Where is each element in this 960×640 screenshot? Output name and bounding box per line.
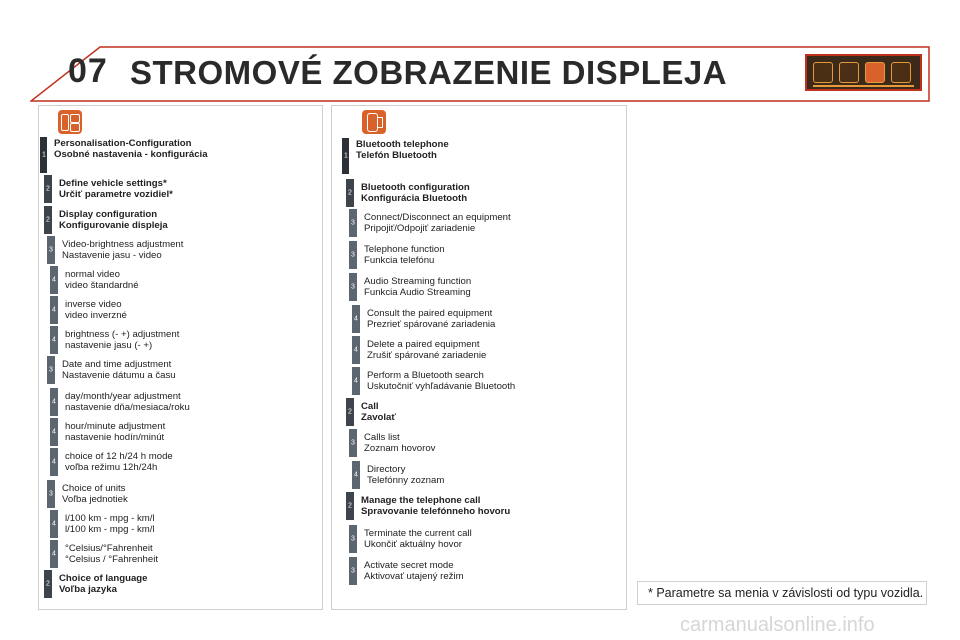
level-number: 3 <box>351 251 355 259</box>
level-badge <box>349 209 357 237</box>
level-badge <box>44 206 52 234</box>
level-badge <box>352 336 360 364</box>
level-number: 4 <box>52 458 56 466</box>
level-badge <box>50 510 58 538</box>
level-number: 3 <box>351 219 355 227</box>
level-number: 1 <box>344 152 348 160</box>
level-number: 4 <box>52 276 56 284</box>
level-badge <box>346 398 354 426</box>
page-title: STROMOVÉ ZOBRAZENIE DISPLEJA <box>130 54 728 91</box>
level-number: 4 <box>52 306 56 314</box>
level-number: 4 <box>52 336 56 344</box>
menu-item-label-en: day/month/year adjustment <box>65 391 181 402</box>
menu-item-label-en: Connect/Disconnect an equipment <box>364 212 511 223</box>
menu-item-label-en: l/100 km - mpg - km/l <box>65 513 155 524</box>
menu-item-label-en: Manage the telephone call <box>361 495 481 506</box>
level-number: 4 <box>52 550 56 558</box>
menu-item <box>65 422 165 443</box>
selection-underline <box>813 85 914 87</box>
menu-item <box>65 300 127 321</box>
menu-item-label-sk: Pripojiť/Odpojiť zariadenie <box>364 222 476 234</box>
menu-item-label-sk: Nastavenie dátumu a času <box>62 369 176 381</box>
level-number: 4 <box>354 346 358 354</box>
menu-item-label-en: Bluetooth telephone <box>356 139 449 150</box>
menu-item <box>59 179 173 200</box>
menu-item <box>356 140 449 161</box>
menu-item-label-en: Directory <box>367 464 406 475</box>
level-number: 3 <box>49 366 53 374</box>
menu-item-label-sk: Konfigurovanie displeja <box>59 219 168 231</box>
menu-item-label-en: Activate secret mode <box>364 560 454 571</box>
level-number: 3 <box>351 535 355 543</box>
menu-item-label-sk: voľba režimu 12h/24h <box>65 461 158 473</box>
menu-item-label-sk: l/100 km - mpg - km/l <box>65 523 155 535</box>
menu-icon-bar <box>805 54 922 91</box>
menu-item <box>364 529 472 550</box>
menu-item-label-en: Video-brightness adjustment <box>62 239 184 250</box>
level-number: 4 <box>354 377 358 385</box>
menu-item <box>65 514 155 535</box>
menu-item-label-en: Date and time adjustment <box>62 359 172 370</box>
level-badge <box>50 326 58 354</box>
menu-item-label-sk: nastavenie dňa/mesiaca/roku <box>65 401 190 413</box>
menu-item-label-sk: video štandardné <box>65 279 139 291</box>
menu-item <box>65 270 139 291</box>
level-badge <box>349 429 357 457</box>
menu-item-label-en: brightness (- +) adjustment <box>65 329 180 340</box>
menu-item-label-en: Choice of units <box>62 483 126 494</box>
level-badge <box>47 236 55 264</box>
menu-item <box>367 340 486 361</box>
menu-item-label-en: Call <box>361 401 379 412</box>
menu-item-label-sk: Funkcia telefónu <box>364 254 435 266</box>
level-number: 1 <box>42 151 46 159</box>
level-badge <box>349 241 357 269</box>
menu-item <box>361 496 510 517</box>
level-badge <box>50 266 58 294</box>
menu-item-label-sk: Ukončiť aktuálny hovor <box>364 538 462 550</box>
watermark: carmanualsonline.info <box>680 614 875 636</box>
level-badge <box>50 540 58 568</box>
menu-item-label-en: Delete a paired equipment <box>367 339 480 350</box>
menu-item-label-sk: Zrušiť spárované zariadenie <box>367 349 487 361</box>
menu-item <box>361 402 396 423</box>
settings-icon <box>58 110 82 134</box>
menu-item-label-sk: Telefónny zoznam <box>367 474 445 486</box>
phone-icon <box>839 62 859 83</box>
menu-item <box>59 574 148 595</box>
level-badge <box>47 356 55 384</box>
menu-item-label-sk: Telefón Bluetooth <box>356 149 437 161</box>
menu-item <box>65 452 173 473</box>
menu-item-label-en: Personalisation-Configuration <box>54 138 192 149</box>
level-badge <box>352 461 360 489</box>
level-badge <box>47 480 55 508</box>
menu-item-label-en: Consult the paired equipment <box>367 308 493 319</box>
level-number: 3 <box>49 490 53 498</box>
chapter-number: 07 <box>68 52 108 90</box>
menu-item <box>364 245 445 266</box>
menu-item-label-sk: Uskutočniť vyhľadávanie Bluetooth <box>367 380 516 392</box>
menu-item-label-en: normal video <box>65 269 120 280</box>
menu-item <box>65 392 190 413</box>
level-badge <box>342 138 349 174</box>
level-number: 2 <box>46 580 50 588</box>
level-number: 2 <box>348 189 352 197</box>
map-icon <box>891 62 911 83</box>
bluetooth-phone-icon <box>362 110 386 134</box>
menu-item-label-sk: Osobné nastavenia - konfigurácia <box>54 148 208 160</box>
level-badge <box>50 418 58 446</box>
level-badge <box>352 367 360 395</box>
menu-item-label-en: Perform a Bluetooth search <box>367 370 484 381</box>
level-badge <box>50 296 58 324</box>
level-number: 2 <box>348 502 352 510</box>
menu-item-label-sk: Voľba jazyka <box>59 583 117 595</box>
level-badge <box>44 570 52 598</box>
menu-item-label-sk: Prezrieť spárované zariadenia <box>367 318 496 330</box>
menu-item <box>59 210 168 231</box>
level-number: 4 <box>52 428 56 436</box>
menu-item-label-sk: °Celsius / °Fahrenheit <box>65 553 158 565</box>
menu-item <box>62 360 176 381</box>
menu-item-label-sk: Aktivovať utajený režim <box>364 570 464 582</box>
menu-item <box>54 139 208 160</box>
level-number: 3 <box>49 246 53 254</box>
level-badge <box>44 175 52 203</box>
level-number: 3 <box>351 283 355 291</box>
menu-item-label-sk: Nastavenie jasu - video <box>62 249 162 261</box>
menu-item-label-sk: Určiť parametre vozidiel* <box>59 188 173 200</box>
menu-item-label-en: Terminate the current call <box>364 528 472 539</box>
menu-item <box>62 240 183 261</box>
menu-item <box>364 213 511 234</box>
menu-item-label-en: Display configuration <box>59 209 158 220</box>
level-number: 3 <box>351 567 355 575</box>
menu-item-label-sk: Voľba jednotiek <box>62 493 128 505</box>
menu-item <box>367 309 495 330</box>
menu-item-label-sk: Funkcia Audio Streaming <box>364 286 471 298</box>
music-note-icon <box>813 62 833 83</box>
menu-item <box>361 183 470 204</box>
level-number: 4 <box>52 520 56 528</box>
menu-item-label-en: °Celsius/°Fahrenheit <box>65 543 153 554</box>
menu-item <box>364 433 435 454</box>
level-number: 2 <box>46 216 50 224</box>
menu-item-label-sk: nastavenie hodín/minút <box>65 431 165 443</box>
menu-item-label-sk: Zavolať <box>361 411 396 423</box>
menu-item <box>62 484 128 505</box>
menu-item-label-sk: nastavenie jasu (- +) <box>65 339 153 351</box>
menu-item-label-en: Telephone function <box>364 244 445 255</box>
level-badge <box>352 305 360 333</box>
menu-item-label-sk: video inverzné <box>65 309 127 321</box>
menu-item-label-en: Calls list <box>364 432 400 443</box>
level-badge <box>346 179 354 207</box>
menu-item-label-en: Audio Streaming function <box>364 276 472 287</box>
menu-item-label-en: Bluetooth configuration <box>361 182 470 193</box>
menu-item <box>65 330 179 351</box>
level-badge <box>349 557 357 585</box>
level-badge <box>40 137 47 173</box>
level-number: 2 <box>46 185 50 193</box>
menu-item-label-en: Define vehicle settings* <box>59 178 167 189</box>
menu-item-label-en: Choice of language <box>59 573 148 584</box>
menu-item-label-en: choice of 12 h/24 h mode <box>65 451 173 462</box>
level-number: 3 <box>351 439 355 447</box>
level-badge <box>50 388 58 416</box>
level-badge <box>346 492 354 520</box>
level-number: 4 <box>354 315 358 323</box>
menu-item <box>367 371 515 392</box>
footnote: * Parametre sa menia v závislosti od typu vozidla. <box>637 581 927 605</box>
level-badge <box>349 525 357 553</box>
menu-item-label-sk: Zoznam hovorov <box>364 442 436 454</box>
menu-item-label-sk: Spravovanie telefónneho hovoru <box>361 505 511 517</box>
menu-item-label-en: inverse video <box>65 299 122 310</box>
level-number: 2 <box>348 408 352 416</box>
menu-item-label-en: hour/minute adjustment <box>65 421 166 432</box>
menu-item-label-sk: Konfigurácia Bluetooth <box>361 192 468 204</box>
level-badge <box>349 273 357 301</box>
settings-icon <box>865 62 885 83</box>
menu-item <box>367 465 444 486</box>
level-number: 4 <box>52 398 56 406</box>
menu-item <box>364 277 471 298</box>
level-badge <box>50 448 58 476</box>
menu-item <box>364 561 464 582</box>
menu-item <box>65 544 158 565</box>
level-number: 4 <box>354 471 358 479</box>
